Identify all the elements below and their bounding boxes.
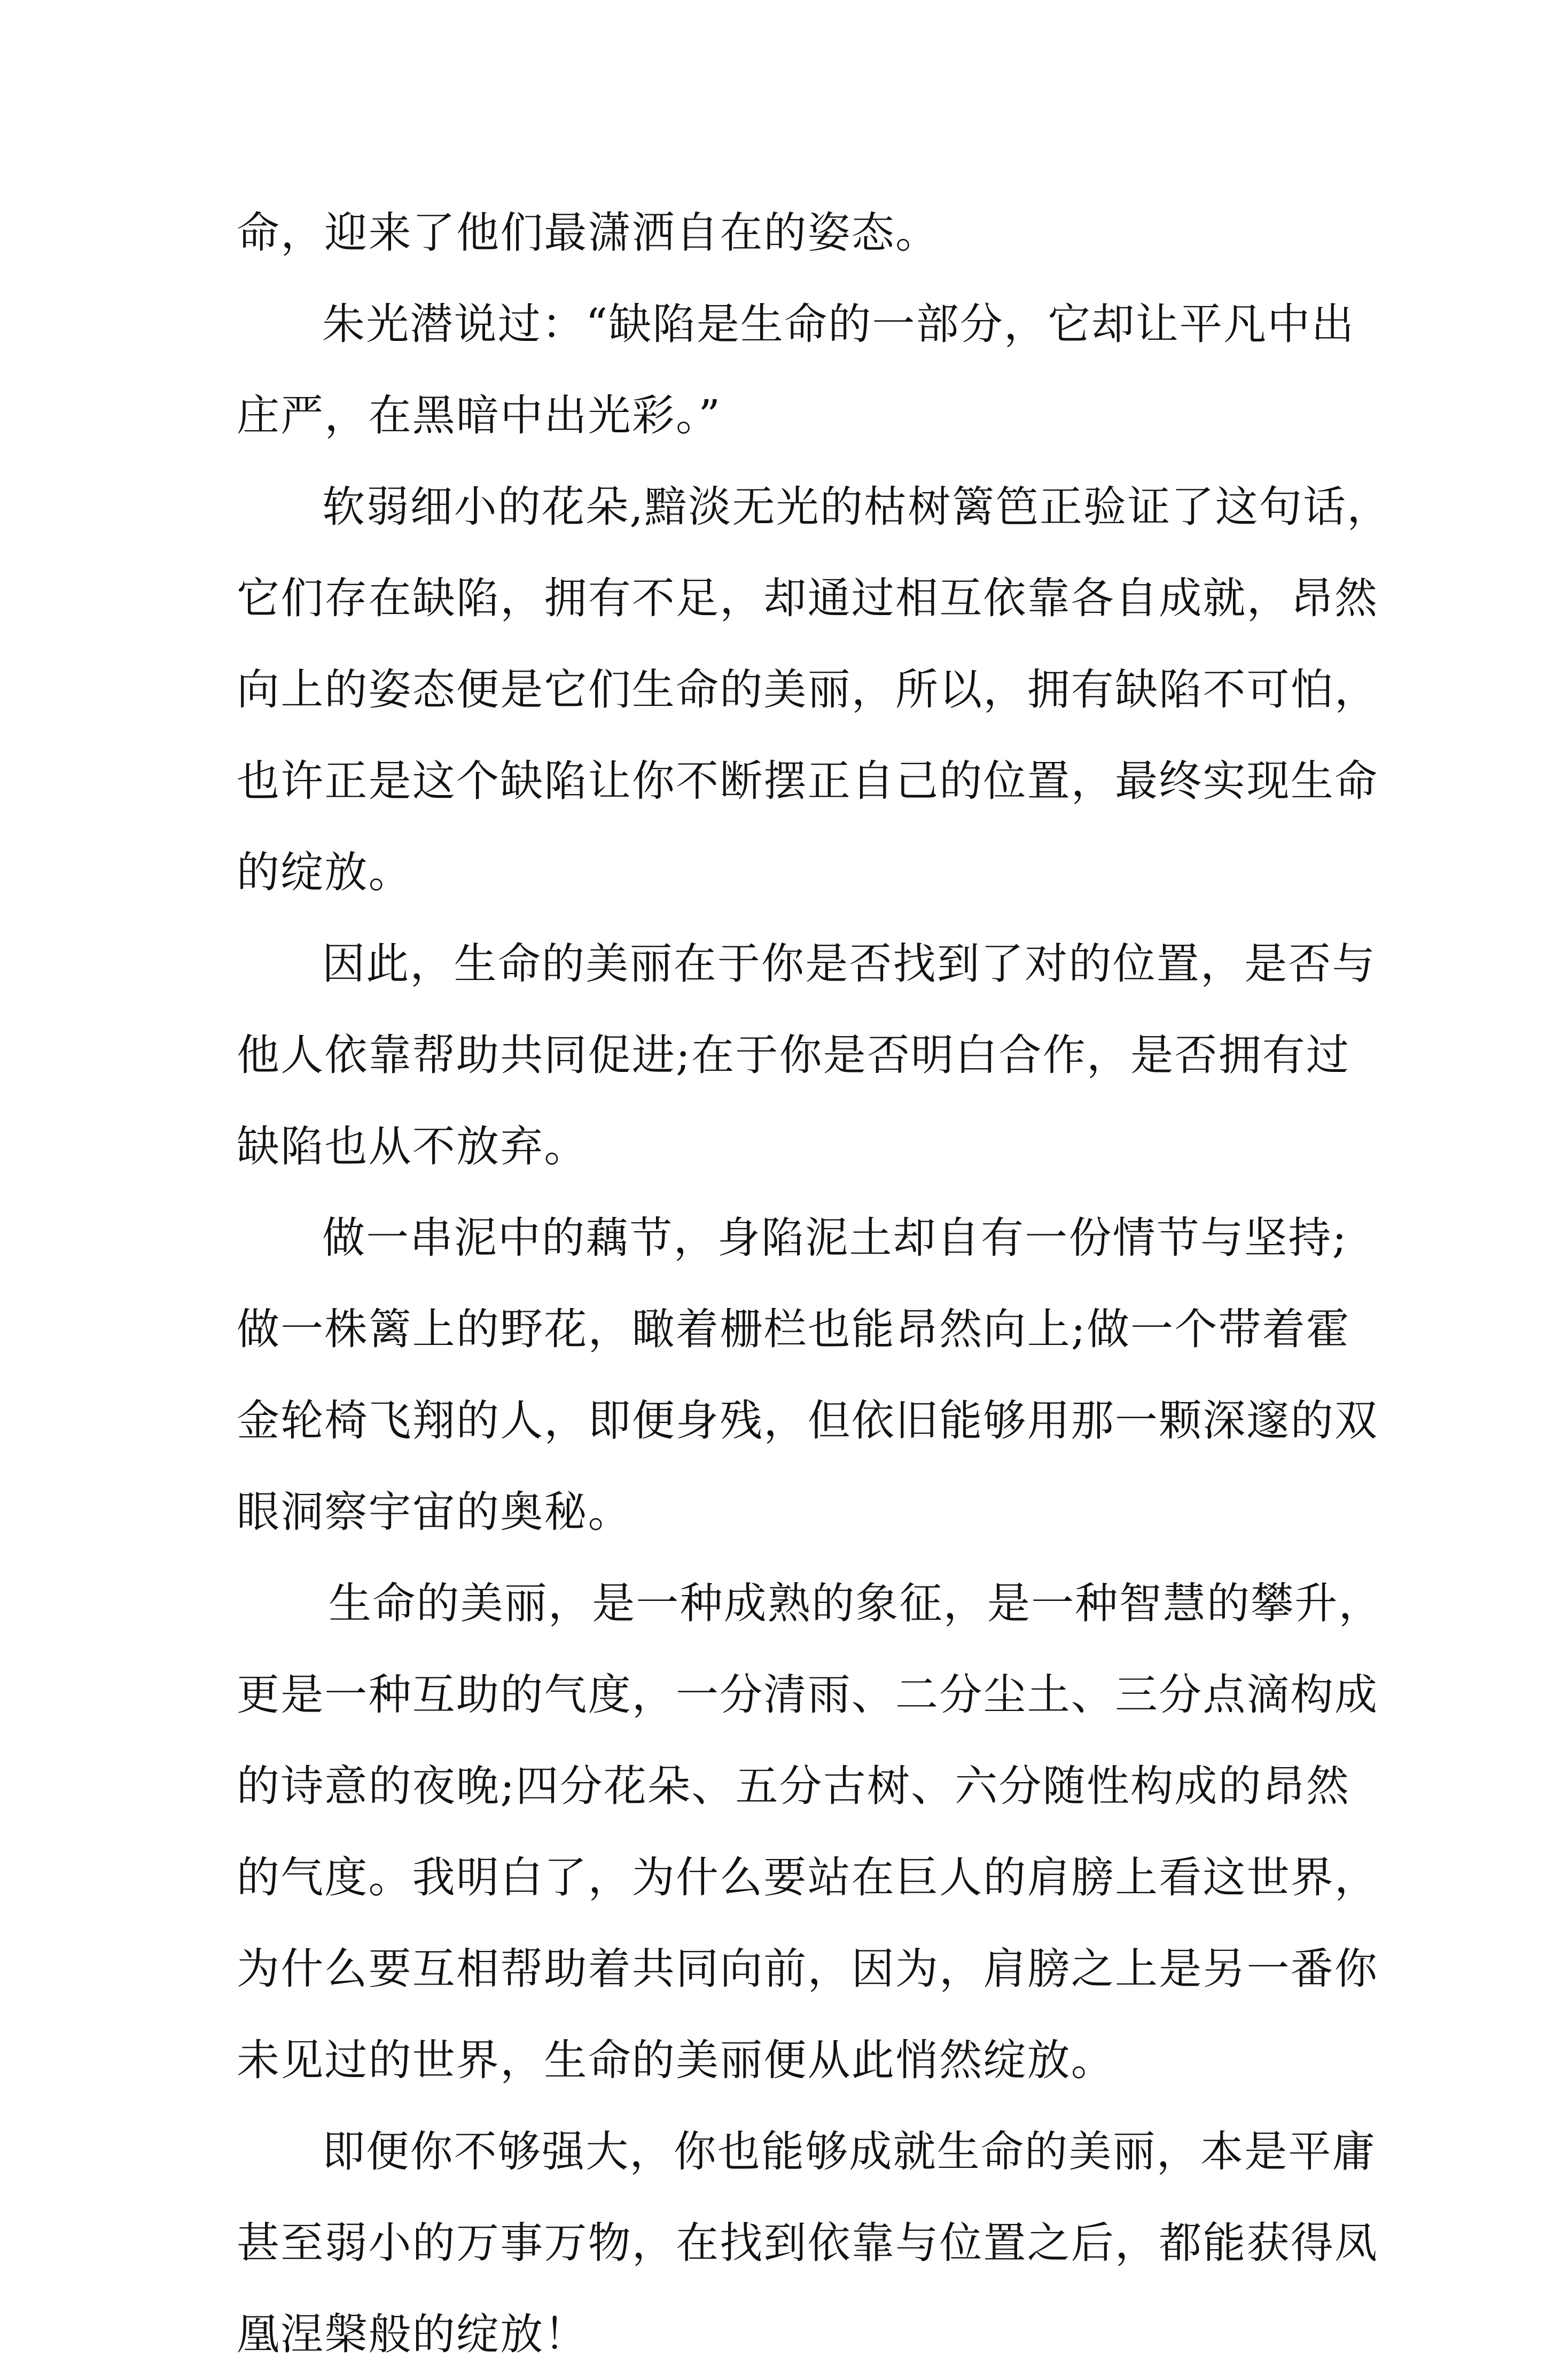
paragraph-line: 生命的美丽，是一种成熟的象征，是一种智慧的攀升， [329, 1578, 1383, 1628]
paragraph-line: 金轮椅飞翔的人，即便身残，但依旧能够用那一颗深邃的双 [237, 1396, 1379, 1445]
paragraph-line: 的诗意的夜晚;四分花朵、五分古树、六分随性构成的昂然 [237, 1761, 1350, 1811]
paragraph-line: 做一株篱上的野花，瞰着栅栏也能昂然向上;做一个带着霍 [237, 1304, 1350, 1354]
paragraph-line: 做一串泥中的藕节，身陷泥土却自有一份情节与坚持; [322, 1213, 1348, 1263]
paragraph-line: 凰涅槃般的绽放！ [237, 2309, 588, 2359]
paragraph-line: 未见过的世界，生命的美丽便从此悄然绽放。 [237, 2035, 1115, 2085]
paragraph-line: 眼洞察宇宙的奥秘。 [237, 1487, 632, 1537]
paragraph-line: 甚至弱小的万事万物，在找到依靠与位置之后，都能获得凤 [237, 2218, 1379, 2268]
paragraph-line: 即便你不够强大，你也能够成就生命的美丽，本是平庸 [322, 2127, 1376, 2176]
paragraph-line: 软弱细小的花朵,黯淡无光的枯树篱笆正验证了这句话， [322, 482, 1391, 532]
essay-body [237, 187, 1391, 2380]
paragraph-line: 的气度。我明白了，为什么要站在巨人的肩膀上看这世界， [237, 1853, 1379, 1902]
paragraph-line: 的绽放。 [237, 847, 412, 897]
paragraph-line: 缺陷也从不放弃。 [237, 1122, 588, 1171]
paragraph-line: 命，迎来了他们最潇洒自在的姿态。 [237, 208, 940, 258]
paragraph-line: 为什么要互相帮助着共同向前，因为，肩膀之上是另一番你 [237, 1944, 1379, 1994]
paragraph-line: 因此，生命的美丽在于你是否找到了对的位置，是否与 [322, 939, 1376, 989]
paragraph-line: 朱光潜说过：“缺陷是生命的一部分，它却让平凡中出 [322, 299, 1355, 349]
paragraph-line: 也许正是这个缺陷让你不断摆正自己的位置，最终实现生命 [237, 756, 1379, 806]
paragraph-line: 他人依靠帮助共同促进;在于你是否明白合作，是否拥有过 [237, 1030, 1350, 1080]
paragraph-line: 它们存在缺陷，拥有不足，却通过相互依靠各自成就，昂然 [237, 573, 1379, 623]
paragraph-line: 向上的姿态便是它们生命的美丽，所以，拥有缺陷不可怕， [237, 665, 1379, 714]
paragraph-line: 更是一种互助的气度，一分清雨、二分尘土、三分点滴构成 [237, 1670, 1379, 1720]
paragraph-line: 庄严，在黑暗中出光彩。” [237, 391, 722, 440]
